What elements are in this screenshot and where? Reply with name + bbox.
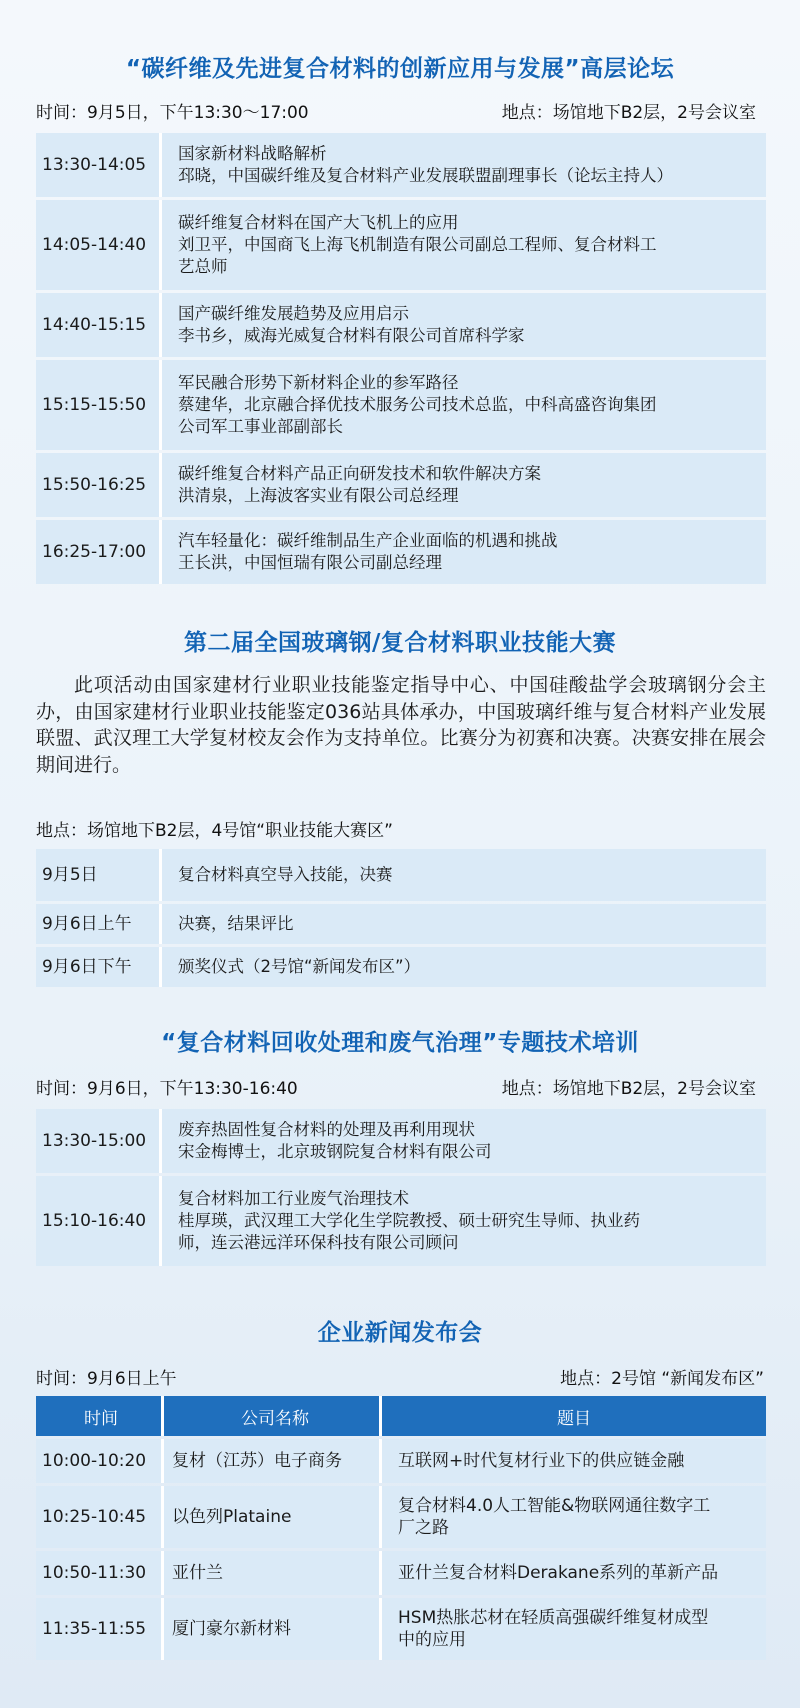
row-time: 15:15-15:50	[36, 360, 162, 450]
row-content-line: 复合材料真空导入技能，决赛	[178, 865, 393, 884]
row-time: 9月5日	[36, 849, 162, 901]
table-row	[36, 947, 766, 987]
row-time: 10:50-11:30	[36, 1551, 164, 1595]
training-place: 地点：场馆地下B2层，2号会议室	[501, 1079, 756, 1099]
table-row	[36, 904, 766, 944]
training-time: 时间：9月6日，下午13:30-16:40	[36, 1079, 298, 1099]
contest-schedule-table	[36, 846, 766, 990]
row-time: 9月6日上午	[36, 904, 162, 944]
row-topic	[382, 1598, 766, 1660]
forum-schedule-table	[36, 130, 766, 587]
row-time: 14:40-15:15	[36, 293, 162, 357]
row-content-line: 复合材料加工行业废气治理技术	[178, 1189, 409, 1208]
row-topic-line: HSM热胀芯材在轻质高强碳纤维复材成型	[398, 1608, 709, 1628]
row-content-line: 蔡建华，北京融合择优技术服务公司技术总监，中科高盛咨询集团	[178, 395, 657, 414]
row-company: 以色列Plataine	[164, 1486, 382, 1548]
row-time: 16:25-17:00	[36, 520, 162, 584]
row-content-line: 李书乡，威海光威复合材料有限公司首席科学家	[178, 326, 525, 345]
row-content	[162, 200, 766, 290]
contest-place: 地点：场馆地下B2层，4号馆“职业技能大赛区”	[36, 821, 393, 841]
row-content-line: 军民融合形势下新材料企业的参军路径	[178, 373, 459, 392]
row-content	[162, 904, 766, 944]
row-time: 13:30-15:00	[36, 1109, 162, 1173]
table-row	[36, 1551, 766, 1595]
table-row	[36, 453, 766, 517]
news-time: 时间：9月6日上午	[36, 1369, 177, 1389]
table-row	[36, 1439, 766, 1483]
row-content-line: 废弃热固性复合材料的处理及再利用现状	[178, 1120, 475, 1139]
row-time: 14:05-14:40	[36, 200, 162, 290]
row-content-line: 碳纤维复合材料产品正向研发技术和软件解决方案	[178, 464, 541, 483]
table-row	[36, 293, 766, 357]
row-content	[162, 453, 766, 517]
contest-paragraph: 此项活动由国家建材行业职业技能鉴定指导中心、中国硅酸盐学会玻璃钢分会主办，由国家建材行业职业技能鉴定036站具体承办，中国玻璃纤维与复合材料产业发展联盟、武汉理工大学复材校友会作为支持单位。比赛分为初赛和决赛。决赛安排在展会期间进行。	[36, 674, 766, 776]
row-topic-line: 中的应用	[398, 1630, 466, 1650]
row-company: 亚什兰	[164, 1551, 382, 1595]
row-company: 复材（江苏）电子商务	[164, 1439, 382, 1483]
contest-title: 第二届全国玻璃钢/复合材料职业技能大赛	[184, 630, 616, 656]
row-content-line: 刘卫平，中国商飞上海飞机制造有限公司副总工程师、复合材料工	[178, 235, 657, 254]
table-row	[36, 520, 766, 584]
row-time: 10:25-10:45	[36, 1486, 164, 1548]
news-header-time: 时间	[36, 1396, 164, 1436]
news-schedule-table	[36, 1393, 766, 1663]
row-content-line: 师，连云港远洋环保科技有限公司顾问	[178, 1233, 459, 1252]
table-row	[36, 849, 766, 901]
table-row	[36, 1109, 766, 1173]
row-time: 9月6日下午	[36, 947, 162, 987]
row-time: 10:00-10:20	[36, 1439, 164, 1483]
row-topic	[382, 1486, 766, 1548]
row-content-line: 决赛，结果评比	[178, 914, 294, 933]
row-topic-line: 互联网+时代复材行业下的供应链金融	[398, 1451, 685, 1471]
row-content	[162, 1176, 766, 1266]
forum-time: 时间：9月5日，下午13:30～17:00	[36, 103, 309, 123]
row-content	[162, 849, 766, 901]
row-content	[162, 1109, 766, 1173]
table-row	[36, 1598, 766, 1660]
table-row	[36, 360, 766, 450]
row-time: 13:30-14:05	[36, 133, 162, 197]
row-content-line: 碳纤维复合材料在国产大飞机上的应用	[178, 213, 459, 232]
row-content-line: 桂厚瑛，武汉理工大学化生学院教授、硕士研究生导师、执业药	[178, 1211, 640, 1230]
training-title: “复合材料回收处理和废气治理”专题技术培训	[161, 1030, 639, 1056]
row-content-line: 宋金梅博士，北京玻钢院复合材料有限公司	[178, 1142, 492, 1161]
row-content	[162, 133, 766, 197]
news-header-row	[36, 1396, 766, 1436]
row-topic	[382, 1551, 766, 1595]
row-content-line: 国家新材料战略解析	[178, 144, 327, 163]
row-content-line: 王长洪，中国恒瑞有限公司副总经理	[178, 553, 442, 572]
news-place: 地点：2号馆 “新闻发布区”	[560, 1369, 764, 1389]
row-content	[162, 947, 766, 987]
row-content	[162, 360, 766, 450]
row-content-line: 洪清泉，上海波客实业有限公司总经理	[178, 486, 459, 505]
row-time: 15:50-16:25	[36, 453, 162, 517]
forum-title: “碳纤维及先进复合材料的创新应用与发展”高层论坛	[125, 56, 675, 82]
row-topic-line: 厂之路	[398, 1518, 449, 1538]
row-content	[162, 520, 766, 584]
row-content-line: 公司军工事业部副部长	[178, 417, 343, 436]
table-row	[36, 1176, 766, 1266]
row-content-line: 邳晓，中国碳纤维及复合材料产业发展联盟副理事长（论坛主持人）	[178, 166, 673, 185]
row-topic	[382, 1439, 766, 1483]
table-row	[36, 200, 766, 290]
news-header-topic: 题目	[382, 1396, 766, 1436]
row-time: 15:10-16:40	[36, 1176, 162, 1266]
row-topic-line: 亚什兰复合材料Derakane系列的革新产品	[398, 1563, 719, 1583]
row-content-line: 汽车轻量化：碳纤维制品生产企业面临的机遇和挑战	[178, 531, 558, 550]
row-content	[162, 293, 766, 357]
row-company: 厦门豪尔新材料	[164, 1598, 382, 1660]
news-header-company: 公司名称	[164, 1396, 382, 1436]
news-title: 企业新闻发布会	[317, 1320, 483, 1346]
row-content-line: 艺总师	[178, 257, 228, 276]
row-time: 11:35-11:55	[36, 1598, 164, 1660]
table-row	[36, 1486, 766, 1548]
row-content-line: 国产碳纤维发展趋势及应用启示	[178, 304, 409, 323]
training-schedule-table	[36, 1106, 766, 1269]
row-topic-line: 复合材料4.0人工智能&物联网通往数字工	[398, 1496, 711, 1516]
table-row	[36, 133, 766, 197]
forum-place: 地点：场馆地下B2层，2号会议室	[501, 103, 756, 123]
row-content-line: 颁奖仪式（2号馆“新闻发布区”）	[178, 957, 421, 976]
